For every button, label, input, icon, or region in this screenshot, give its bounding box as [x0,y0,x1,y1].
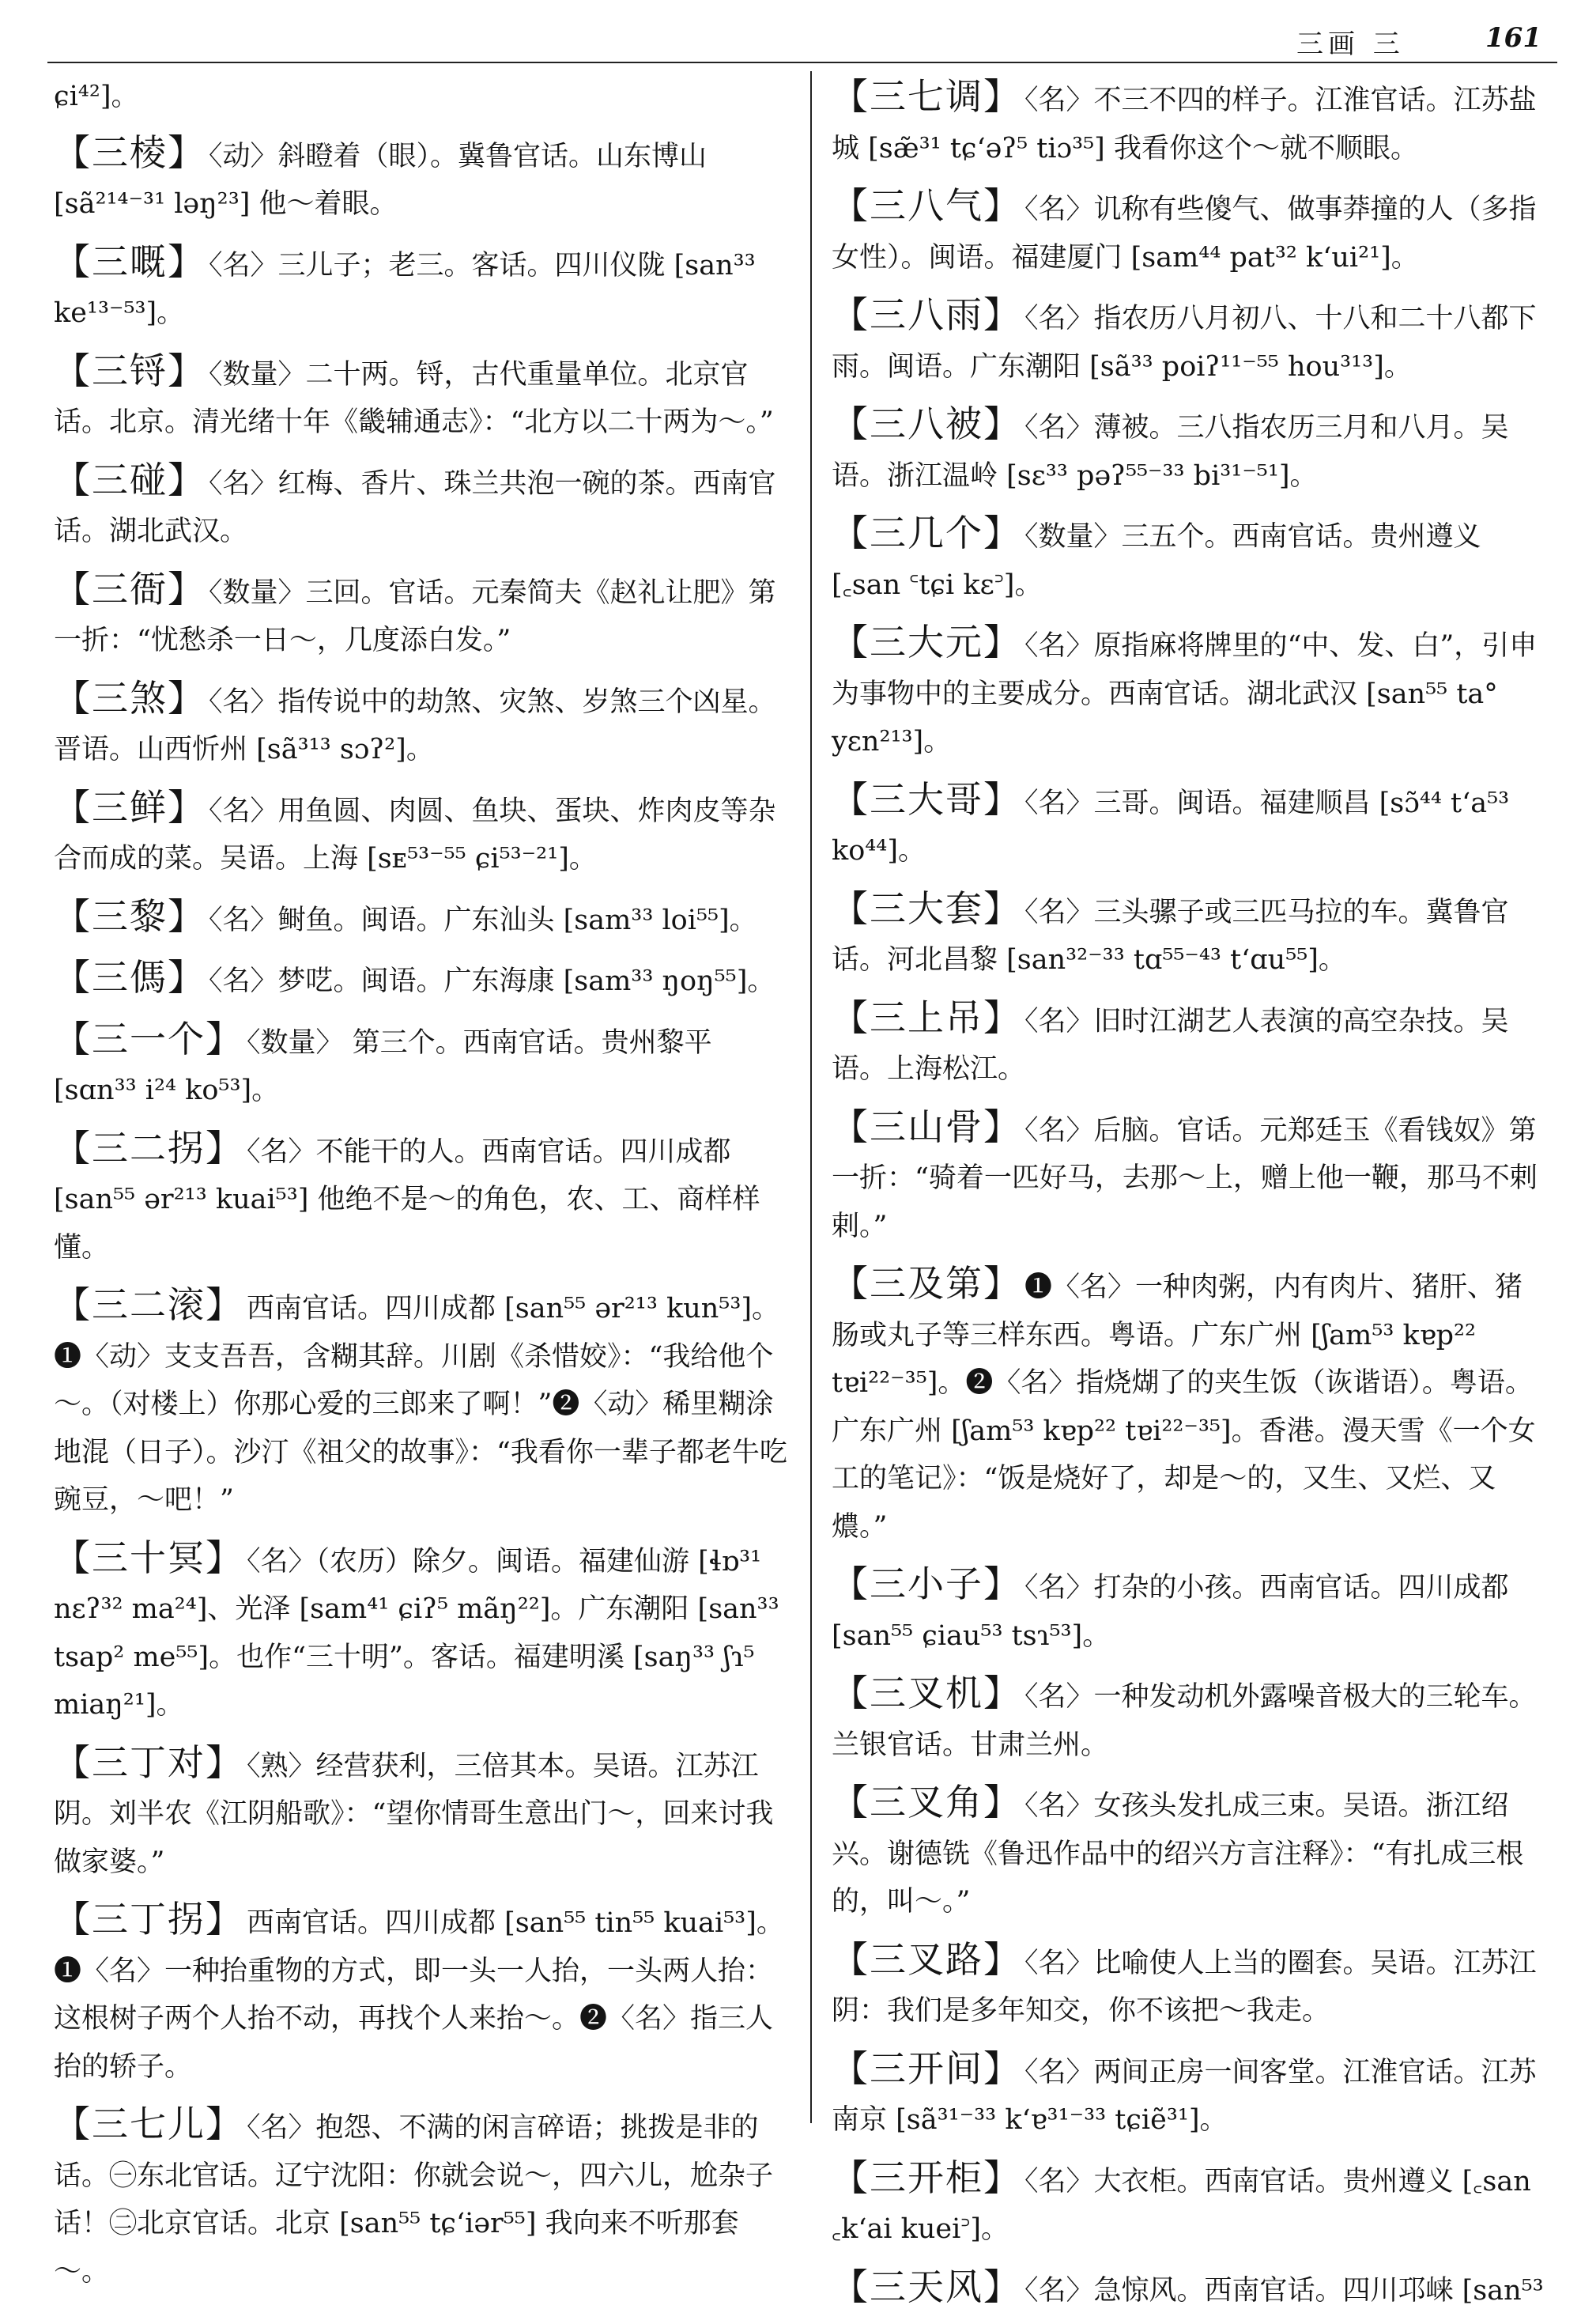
entry-body: 西南官话。四川成都 [san⁵⁵ ər²¹³ kun⁵³]。❶〈动〉支支吾吾，含糊其辞。川剧《杀惜姣》：“我给他个～。（对楼上）你那心爱的三郎来了啊！”❷〈动〉稀里糊涂地混（日子）。沙汀《祖父的故事》：“我看你一辈子都老牛吃豌豆，～吧！” [54,1293,787,1516]
dictionary-entry [832,885,1547,984]
entry-body: 西南官话。四川成都 [san⁵⁵ tin⁵⁵ kuai⁵³]。❶〈名〉一种抬重物的方式，即一头一人抬，一头两人抬：这根树子两个人抬不动，再找个人来抬～。❷〈名〉指三人抬的轿子。 [54,1907,784,2083]
dictionary-entry [54,129,789,229]
dictionary-entry [54,1124,789,1272]
dictionary-entry [832,1778,1547,1926]
entry-headword: 【三及第】 [832,1262,1021,1305]
entry-headword: 【三七调】 [832,75,1021,118]
dictionary-entry [832,400,1547,500]
left-column [54,73,789,2305]
section-label: 三画 三 [1296,28,1405,60]
dictionary-entry [832,2045,1547,2145]
entry-body: 〈名〉红梅、香片、珠兰共泡一碗的茶。西南官话。湖北武汉。 [54,467,776,547]
entry-headword: 【三傌】 [54,956,206,999]
entry-body: 〈名〉抱怨、不满的闲言碎语；挑拨是非的话。㊀东北官话。辽宁沈阳：你就会说～，四六儿，尬杂子话！㊁北京官话。北京 [san⁵⁵ tɕʻiər⁵⁵] 我向来不听那套～。 [54,2112,774,2288]
entry-headword: 【三鲜】 [54,785,206,829]
entry-body: 〈名〉讥称有些傻气、做事莽撞的人（多指女性）。闽语。福建厦门 [sam⁴⁴ pat³² kʻui²¹]。 [832,194,1537,274]
entry-body: 〈名〉三头骡子或三匹马拉的车。冀鲁官话。河北昌黎 [san³²⁻³³ tɑ⁵⁵⁻⁴³ tʻɑu⁵⁵]。 [832,896,1509,976]
entry-body: 〈熟〉经营获利，三倍其本。吴语。江苏江阴。刘半农《江阴船歌》：“望你情哥生意出门～，回来讨我做家婆。” [54,1750,774,1878]
entry-headword: 【三大套】 [832,886,1021,930]
dictionary-entry [832,1103,1547,1251]
entry-body: 〈名〉指农历八月初八、十八和二十八都下雨。闽语。广东潮阳 [sã³³ poiʔ¹¹⁻⁵⁵ hou³¹³]。 [832,303,1537,383]
entry-body: 〈名〉打杂的小孩。西南官话。四川成都 [san⁵⁵ ɕiau⁵³ tsɿ⁵³]。 [832,1572,1509,1652]
dictionary-entry [54,2100,789,2296]
right-column [832,73,1547,2324]
entry-body: 〈名〉急惊风。西南官话。四川邛崃 [san⁵³ [1024,2274,1544,2307]
entry-body: 〈数量〉三五个。西南官话。贵州遵义 [꜀san ꜂tɕi kɛ꜄]。 [832,521,1481,601]
entry-headword: 【三几个】 [832,512,1021,554]
entry-body: 〈名〉后脑。官话。元郑廷玉《看钱奴》第一折：“骑着一匹好马，去那～上，赠上他一鞭，那马不剌剌。” [832,1114,1538,1242]
entry-headword: 【三碰】 [54,458,206,501]
entry-headword: 【三山骨】 [832,1105,1021,1148]
entry-headword: 【三小子】 [832,1563,1021,1605]
dictionary-entry [54,1015,789,1115]
entry-headword: 【三煞】 [54,676,206,720]
entry-headword: 【三十冥】 [54,1536,243,1579]
dictionary-entry [832,1669,1547,1769]
dictionary-entry [832,776,1547,875]
dictionary-entry [54,347,789,447]
entry-body: 〈数量〉三回。官话。元秦简夫《赵礼让肥》第一折：“忧愁杀一日～，几度添白发。” [54,576,776,656]
entry-headword: 【三一个】 [54,1017,243,1060]
dictionary-entry [832,2154,1547,2254]
dictionary-entry [832,509,1547,609]
dictionary-entry [832,994,1547,1094]
dictionary-entry [54,238,789,338]
entry-body: 〈名〉鲥鱼。闽语。广东汕头 [sam³³ loi⁵⁵]。 [209,904,757,936]
dictionary-entry [832,182,1547,282]
entry-body: 〈数量〉 第三个。西南官话。贵州黎平 [sɑn³³ i²⁴ ko⁵³]。 [54,1026,712,1106]
entry-body: 〈名〉三哥。闽语。福建顺昌 [sɔ̃⁴⁴ tʻa⁵³ ko⁴⁴]。 [832,787,1510,867]
entry-headword: 【三八被】 [832,402,1021,445]
entry-continuation [54,73,789,121]
entry-body: 〈名〉用鱼圆、肉圆、鱼块、蛋块、炸肉皮等杂合而成的菜。吴语。上海 [sᴇ⁵³⁻⁵⁵ ɕi⁵³⁻²¹]。 [54,795,776,875]
dictionary-entry [832,1936,1547,2035]
entry-headword: 【三八气】 [832,184,1021,227]
dictionary-entry [54,1534,789,1729]
entry-body: 〈名〉不三不四的样子。江淮官话。江苏盐城 [sæ̃³¹ tɕʻəʔ⁵ tiɔ³⁵] 我看你这个～就不顺眼。 [832,85,1537,164]
entry-headword: 【三叉路】 [832,1937,1021,1981]
entry-headword: 【三衙】 [54,567,206,610]
entry-body: 〈动〉斜瞪着（眼）。冀鲁官话。山东博山 [sã²¹⁴⁻³¹ ləŋ²³] 他～着眼。 [54,140,707,220]
entry-body: 〈名〉梦呓。闽语。广东海康 [sam³³ ŋoŋ⁵⁵]。 [209,965,775,997]
entry-body: ❶〈名〉一种肉粥，内有肉片、猪肝、猪肠或丸子等三样东西。粤语。广东广州 [ʃam⁵³ kɐp²² tɐi²²⁻³⁵]。❷〈名〉指烧煳了的夹生饭（诙谐语）。粤语。广东广州 [ʃam⁵³ kɐp²² tɐi²²⁻³⁵]。香港。漫天雪《一个女工的笔记》：“饭是烧好了，却是～的，又生、又烂、又燶。” [832,1272,1536,1543]
dictionary-entry [54,1895,789,2091]
entry-headword: 【三七儿】 [54,2103,243,2145]
entry-headword: 【三天风】 [832,2265,1021,2308]
dictionary-entry [54,1281,789,1525]
entry-headword: 【三二滚】 [54,1283,243,1326]
entry-headword: 【三叉角】 [832,1781,1021,1823]
dictionary-entry [54,565,789,665]
dictionary-entry [832,73,1547,172]
dictionary-entry [832,1260,1547,1551]
dictionary-entry [832,2263,1547,2315]
entry-headword: 【三叉机】 [832,1672,1021,1714]
entry-body: 〈名〉原指麻将牌里的“中、发、白”，引申为事物中的主要成分。西南官话。湖北武汉 [san⁵⁵ ta° yɛn²¹³]。 [832,630,1538,758]
entry-headword: 【三黎】 [54,894,206,938]
entry-headword: 【三大元】 [832,621,1021,663]
entry-headword: 【三棱】 [54,130,206,174]
header-rule [47,62,1557,63]
entry-headword: 【三上吊】 [832,996,1021,1039]
entry-headword: 【三丁拐】 [54,1898,243,1940]
entry-headword: 【三丁对】 [54,1740,243,1784]
dictionary-entry [832,1560,1547,1660]
dictionary-entry [54,954,789,1006]
dictionary-entry [832,618,1547,766]
entry-headword: 【三大哥】 [832,777,1021,821]
entry-headword: 【三二拐】 [54,1126,243,1170]
entry-body: 〈名〉比喻使人上当的圈套。吴语。江苏江阴：我们是多年知交，你不该把～我走。 [832,1947,1537,2027]
entry-body: ɕi⁴²]。 [54,81,139,112]
entry-body: 〈名〉薄被。三八指农历三月和八月。吴语。浙江温岭 [sɛ³³ pəʔ⁵⁵⁻³³ bi³¹⁻⁵¹]。 [832,412,1509,492]
entry-body: 〈名〉一种发动机外露噪音极大的三轮车。兰银官话。甘肃兰州。 [832,1681,1537,1761]
entry-headword: 【三嘅】 [54,240,206,283]
entry-body: 〈名〉（农历）除夕。闽语。福建仙游 [ɬɒ³¹ nɛʔ³² ma²⁴]、光泽 [sam⁴¹ ɕiʔ⁵ mãŋ²²]。广东潮阳 [san³³ tsap² me⁵⁵]。也作“三十明”。客话。福建明溪 [saŋ³³ ʃɿ⁵ miaŋ²¹]。 [54,1545,779,1721]
entry-body: 〈名〉旧时江湖艺人表演的高空杂技。吴语。上海松江。 [832,1005,1509,1085]
entry-body: 〈名〉三儿子；老三。客话。四川仪陇 [san³³ ke¹³⁻⁵³]。 [54,249,756,329]
entry-body: 〈名〉不能干的人。西南官话。四川成都 [san⁵⁵ ər²¹³ kuai⁵³] 他绝不是～的角色，农、工、商样样懂。 [54,1136,760,1264]
dictionary-entry [54,675,789,774]
entry-body: 〈数量〉二十两。锊，古代重量单位。北京官话。北京。清光绪十年《畿辅通志》：“北方以二十两为～。” [54,358,774,438]
entry-headword: 【三八雨】 [832,293,1021,336]
dictionary-entry [54,893,789,945]
dictionary-entry [54,456,789,556]
dictionary-entry [54,784,789,883]
entry-headword: 【三开柜】 [832,2156,1021,2199]
running-header [1296,22,1557,62]
page-number: 161 [1485,22,1541,54]
entry-headword: 【三开间】 [832,2046,1021,2090]
entry-body: 〈名〉两间正房一间客堂。江淮官话。江苏南京 [sã³¹⁻³³ kʻɐ³¹⁻³³ tɕiẽ³¹]。 [832,2056,1537,2136]
entry-body: 〈名〉指传说中的劫煞、灾煞、岁煞三个凶星。晋语。山西忻州 [sã³¹³ sɔʔ²]。 [54,686,776,765]
column-divider [810,71,812,2123]
dictionary-entry [832,291,1547,391]
dictionary-entry [54,1739,789,1887]
entry-body: 〈名〉大衣柜。西南官话。贵州遵义 [꜀san ꜀kʻai kuei꜄]。 [832,2165,1531,2245]
entry-body: 〈名〉女孩头发扎成三束。吴语。浙江绍兴。谢德铣《鲁迅作品中的绍兴方言注释》：“有扎成三根的，叫～。” [832,1790,1524,1918]
entry-headword: 【三锊】 [54,349,206,392]
